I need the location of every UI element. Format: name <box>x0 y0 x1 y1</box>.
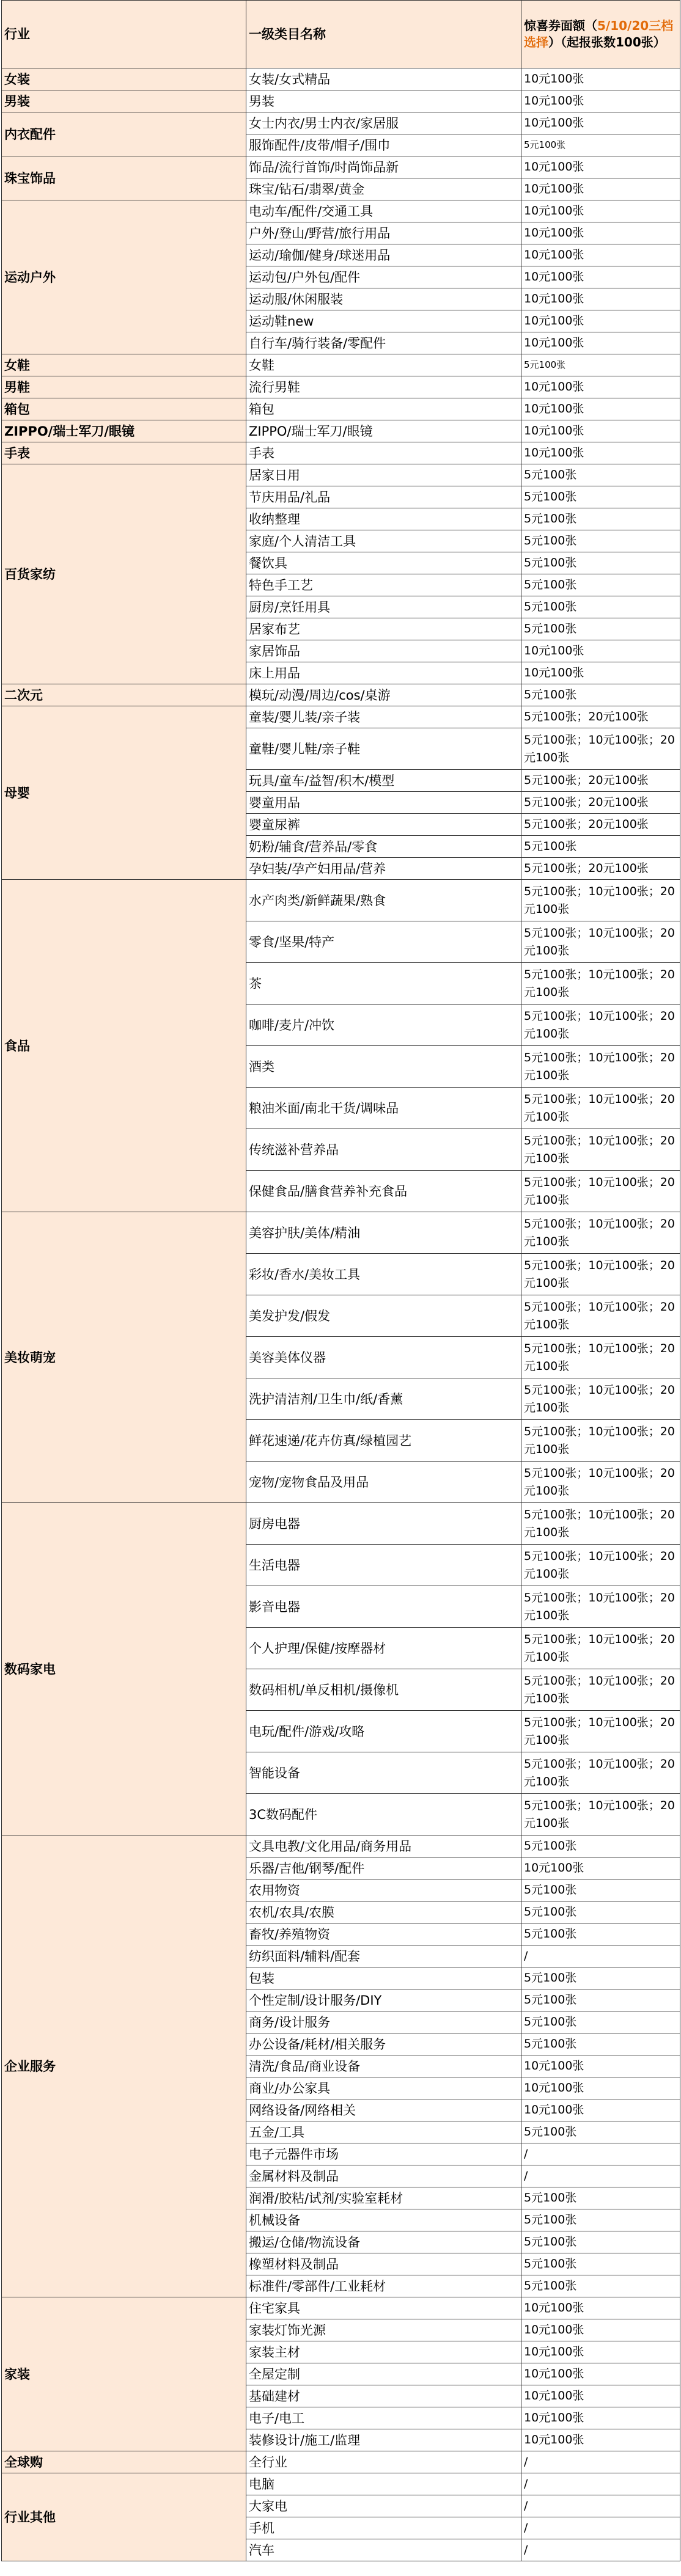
coupon-cell: / <box>521 2143 680 2165</box>
category-cell: 户外/登山/野营/旅行用品 <box>246 222 521 244</box>
category-cell: 奶粉/辅食/营养品/零食 <box>246 836 521 858</box>
category-cell: 手表 <box>246 442 521 464</box>
coupon-cell: 5元100张；10元100张；20元100张 <box>521 1628 680 1669</box>
category-cell: 汽车 <box>246 2539 521 2561</box>
header-coupon-pre: 惊喜券面额（ <box>524 18 597 33</box>
category-cell: 智能设备 <box>246 1752 521 1794</box>
coupon-cell: 5元100张 <box>521 574 680 596</box>
category-cell: 家庭/个人清洁工具 <box>246 530 521 552</box>
table-row <box>2 420 680 442</box>
coupon-cell: / <box>521 2473 680 2495</box>
coupon-cell: 10元100张 <box>521 420 680 442</box>
category-cell: 个人护理/保健/按摩器材 <box>246 1628 521 1669</box>
industry-cell: 二次元 <box>2 684 246 706</box>
coupon-cell: 10元100张 <box>521 310 680 332</box>
category-cell: 电脑 <box>246 2473 521 2495</box>
coupon-cell: 5元100张；10元100张；20元100张 <box>521 1212 680 1254</box>
coupon-cell: 5元100张 <box>521 354 680 376</box>
coupon-cell: 10元100张 <box>521 68 680 90</box>
coupon-cell: 5元100张；20元100张 <box>521 706 680 728</box>
category-cell: 厨房/烹饪用具 <box>246 596 521 618</box>
table-row <box>2 2473 680 2495</box>
category-cell: 家装灯饰光源 <box>246 2319 521 2341</box>
category-cell: 传统滋补营养品 <box>246 1129 521 1171</box>
coupon-cell: 5元100张；10元100张；20元100张 <box>521 963 680 1004</box>
industry-cell: 行业其他 <box>2 2473 246 2561</box>
coupon-cell: 10元100张 <box>521 222 680 244</box>
table-row <box>2 1212 680 1254</box>
coupon-cell: 5元100张；10元100张；20元100张 <box>521 1129 680 1171</box>
header-category: 一级类目名称 <box>246 1 521 68</box>
coupon-cell: 10元100张 <box>521 2319 680 2341</box>
category-cell: 茶 <box>246 963 521 1004</box>
category-cell: 全行业 <box>246 2451 521 2473</box>
industry-cell: 女鞋 <box>2 354 246 376</box>
category-cell: 包装 <box>246 1967 521 1989</box>
category-cell: 橡塑材料及制品 <box>246 2253 521 2275</box>
coupon-cell: 10元100张 <box>521 2077 680 2099</box>
coupon-cell: 5元100张；10元100张；20元100张 <box>521 1295 680 1337</box>
category-cell: 婴童用品 <box>246 792 521 814</box>
category-cell: 居家布艺 <box>246 618 521 640</box>
industry-cell: 食品 <box>2 880 246 1212</box>
coupon-cell: 10元100张 <box>521 112 680 134</box>
category-cell: 乐器/吉他/钢琴/配件 <box>246 1857 521 1879</box>
category-cell: 装修设计/施工/监理 <box>246 2429 521 2451</box>
coupon-cell: 10元100张 <box>521 2429 680 2451</box>
category-cell: 五金/工具 <box>246 2121 521 2143</box>
category-cell: 酒类 <box>246 1046 521 1088</box>
coupon-cell: 5元100张；20元100张 <box>521 770 680 792</box>
industry-cell: 箱包 <box>2 398 246 420</box>
coupon-cell: 10元100张 <box>521 156 680 178</box>
coupon-table <box>1 0 680 2561</box>
coupon-cell: 5元100张；10元100张；20元100张 <box>521 921 680 963</box>
coupon-cell: 10元100张 <box>521 2363 680 2385</box>
coupon-cell: / <box>521 2451 680 2473</box>
coupon-cell: 5元100张 <box>521 1967 680 1989</box>
coupon-cell: 5元100张；10元100张；20元100张 <box>521 1088 680 1129</box>
category-cell: 女鞋 <box>246 354 521 376</box>
category-cell: 商业/办公家具 <box>246 2077 521 2099</box>
category-cell: 宠物/宠物食品及用品 <box>246 1462 521 1503</box>
category-cell: 运动服/休闲服装 <box>246 288 521 310</box>
category-cell: 办公设备/耗材/相关服务 <box>246 2033 521 2055</box>
table-body <box>2 68 680 2561</box>
category-cell: 饰品/流行首饰/时尚饰品新 <box>246 156 521 178</box>
category-cell: 美发护发/假发 <box>246 1295 521 1337</box>
coupon-cell: 5元100张；10元100张；20元100张 <box>521 1794 680 1835</box>
category-cell: 家居饰品 <box>246 640 521 662</box>
category-cell: 标准件/零部件/工业耗材 <box>246 2275 521 2297</box>
coupon-cell: 5元100张 <box>521 684 680 706</box>
table-row <box>2 200 680 222</box>
category-cell: 节庆用品/礼品 <box>246 486 521 508</box>
category-cell: 电子/电工 <box>246 2407 521 2429</box>
category-cell: 特色手工艺 <box>246 574 521 596</box>
coupon-cell: 10元100张 <box>521 266 680 288</box>
coupon-cell: 10元100张 <box>521 178 680 200</box>
category-cell: 美容美体仪器 <box>246 1337 521 1378</box>
coupon-cell: / <box>521 2517 680 2539</box>
industry-cell: ZIPPO/瑞士军刀/眼镜 <box>2 420 246 442</box>
category-cell: 粮油米面/南北干货/调味品 <box>246 1088 521 1129</box>
category-cell: 床上用品 <box>246 662 521 684</box>
coupon-cell: 10元100张 <box>521 332 680 354</box>
industry-cell: 企业服务 <box>2 1835 246 2297</box>
header-coupon-value <box>521 1 680 68</box>
coupon-cell: 5元100张；10元100张；20元100张 <box>521 1669 680 1711</box>
category-cell: 女装/女式精品 <box>246 68 521 90</box>
category-cell: 厨房电器 <box>246 1503 521 1545</box>
category-cell: 数码相机/单反相机/摄像机 <box>246 1669 521 1711</box>
coupon-cell: 5元100张；10元100张；20元100张 <box>521 880 680 921</box>
industry-cell: 家装 <box>2 2297 246 2451</box>
coupon-cell: 5元100张 <box>521 2275 680 2297</box>
coupon-cell: 10元100张 <box>521 288 680 310</box>
category-cell: 农用物资 <box>246 1879 521 1901</box>
category-cell: 女士内衣/男士内衣/家居服 <box>246 112 521 134</box>
table-row <box>2 112 680 134</box>
coupon-cell: 5元100张 <box>521 134 680 156</box>
coupon-cell: 5元100张 <box>521 1989 680 2011</box>
coupon-cell: 5元100张；10元100张；20元100张 <box>521 1254 680 1295</box>
category-cell: 金属材料及制品 <box>246 2165 521 2187</box>
category-cell: 男装 <box>246 90 521 112</box>
industry-cell: 运动户外 <box>2 200 246 354</box>
coupon-cell: 5元100张；20元100张 <box>521 792 680 814</box>
coupon-cell: / <box>521 2165 680 2187</box>
table-row <box>2 2451 680 2473</box>
category-cell: 彩妆/香水/美妆工具 <box>246 1254 521 1295</box>
coupon-cell: 10元100张 <box>521 398 680 420</box>
category-cell: 生活电器 <box>246 1545 521 1586</box>
header-industry: 行业 <box>2 1 246 68</box>
coupon-cell: 10元100张 <box>521 2341 680 2363</box>
coupon-cell: 5元100张 <box>521 486 680 508</box>
coupon-cell: 5元100张 <box>521 2011 680 2033</box>
table-row <box>2 1835 680 1857</box>
coupon-cell: 5元100张 <box>521 2187 680 2209</box>
coupon-cell: 5元100张；10元100张；20元100张 <box>521 1462 680 1503</box>
coupon-cell: 10元100张 <box>521 90 680 112</box>
coupon-cell: 5元100张；10元100张；20元100张 <box>521 1586 680 1628</box>
coupon-cell: 10元100张 <box>521 442 680 464</box>
industry-cell: 珠宝饰品 <box>2 156 246 200</box>
coupon-cell: 5元100张 <box>521 1879 680 1901</box>
category-cell: 箱包 <box>246 398 521 420</box>
coupon-cell: 10元100张 <box>521 1857 680 1879</box>
category-cell: 全屋定制 <box>246 2363 521 2385</box>
category-cell: 电子元器件市场 <box>246 2143 521 2165</box>
coupon-cell: 5元100张 <box>521 1835 680 1857</box>
industry-cell: 百货家纺 <box>2 464 246 684</box>
coupon-cell: 5元100张；10元100张；20元100张 <box>521 1378 680 1420</box>
coupon-cell: / <box>521 1945 680 1967</box>
header-coupon-post: ）（起报张数100张） <box>548 35 666 49</box>
coupon-cell: 5元100张；10元100张；20元100张 <box>521 1004 680 1046</box>
category-cell: 畜牧/养殖物资 <box>246 1923 521 1945</box>
category-cell: 运动包/户外包/配件 <box>246 266 521 288</box>
coupon-cell: 5元100张 <box>521 618 680 640</box>
category-cell: 咖啡/麦片/冲饮 <box>246 1004 521 1046</box>
category-cell: 网络设备/网络相关 <box>246 2099 521 2121</box>
category-cell: 水产肉类/新鲜蔬果/熟食 <box>246 880 521 921</box>
table-row <box>2 398 680 420</box>
industry-cell: 内衣配件 <box>2 112 246 156</box>
category-cell: 大家电 <box>246 2495 521 2517</box>
industry-cell: 男装 <box>2 90 246 112</box>
industry-cell: 母婴 <box>2 706 246 880</box>
category-cell: 婴童尿裤 <box>246 814 521 836</box>
category-cell: 手机 <box>246 2517 521 2539</box>
coupon-cell: 10元100张 <box>521 640 680 662</box>
category-cell: 电动车/配件/交通工具 <box>246 200 521 222</box>
category-cell: 零食/坚果/特产 <box>246 921 521 963</box>
coupon-cell: 5元100张 <box>521 508 680 530</box>
table-row <box>2 376 680 398</box>
table-row <box>2 68 680 90</box>
table-row <box>2 2297 680 2319</box>
category-cell: 文具电教/文化用品/商务用品 <box>246 1835 521 1857</box>
coupon-cell: 5元100张 <box>521 836 680 858</box>
category-cell: 收纳整理 <box>246 508 521 530</box>
category-cell: 居家日用 <box>246 464 521 486</box>
industry-cell: 女装 <box>2 68 246 90</box>
industry-cell: 全球购 <box>2 2451 246 2473</box>
category-cell: 搬运/仓储/物流设备 <box>246 2231 521 2253</box>
category-cell: 服饰配件/皮带/帽子/围巾 <box>246 134 521 156</box>
category-cell: 餐饮具 <box>246 552 521 574</box>
category-cell: 童装/婴儿装/亲子装 <box>246 706 521 728</box>
coupon-cell: 5元100张；10元100张；20元100张 <box>521 728 680 770</box>
category-cell: 保健食品/膳食营养补充食品 <box>246 1171 521 1212</box>
category-cell: 农机/农具/农膜 <box>246 1901 521 1923</box>
category-cell: 个性定制/设计服务/DIY <box>246 1989 521 2011</box>
coupon-cell: 10元100张 <box>521 376 680 398</box>
table-row <box>2 464 680 486</box>
coupon-cell: 10元100张 <box>521 2055 680 2077</box>
category-cell: 珠宝/钻石/翡翠/黄金 <box>246 178 521 200</box>
table-row <box>2 90 680 112</box>
category-cell: 鲜花速递/花卉仿真/绿植园艺 <box>246 1420 521 1462</box>
coupon-cell: 5元100张 <box>521 596 680 618</box>
category-cell: 运动鞋new <box>246 310 521 332</box>
table-row <box>2 684 680 706</box>
category-cell: 运动/瑜伽/健身/球迷用品 <box>246 244 521 266</box>
coupon-cell: 5元100张 <box>521 2033 680 2055</box>
coupon-cell: 5元100张 <box>521 1901 680 1923</box>
category-cell: 商务/设计服务 <box>246 2011 521 2033</box>
coupon-cell: 5元100张；20元100张 <box>521 814 680 836</box>
category-cell: 电玩/配件/游戏/攻略 <box>246 1711 521 1752</box>
category-cell: 家装主材 <box>246 2341 521 2363</box>
category-cell: 模玩/动漫/周边/cos/桌游 <box>246 684 521 706</box>
category-cell: 自行车/骑行装备/零配件 <box>246 332 521 354</box>
coupon-cell: 5元100张；10元100张；20元100张 <box>521 1046 680 1088</box>
industry-cell: 男鞋 <box>2 376 246 398</box>
coupon-cell: 5元100张 <box>521 552 680 574</box>
category-cell: 流行男鞋 <box>246 376 521 398</box>
category-cell: 孕妇装/孕产妇用品/营养 <box>246 858 521 880</box>
coupon-cell: / <box>521 2495 680 2517</box>
coupon-cell: 10元100张 <box>521 2407 680 2429</box>
coupon-cell: 5元100张；10元100张；20元100张 <box>521 1752 680 1794</box>
coupon-cell: 5元100张 <box>521 1923 680 1945</box>
coupon-cell: 5元100张 <box>521 530 680 552</box>
category-cell: 基础建材 <box>246 2385 521 2407</box>
coupon-cell: / <box>521 2539 680 2561</box>
coupon-cell: 5元100张；10元100张；20元100张 <box>521 1503 680 1545</box>
coupon-cell: 5元100张；10元100张；20元100张 <box>521 1171 680 1212</box>
industry-cell: 数码家电 <box>2 1503 246 1835</box>
category-cell: 清洗/食品/商业设备 <box>246 2055 521 2077</box>
coupon-cell: 10元100张 <box>521 2385 680 2407</box>
table-row <box>2 156 680 178</box>
coupon-cell: 10元100张 <box>521 200 680 222</box>
category-cell: 纺织面料/辅料/配套 <box>246 1945 521 1967</box>
header-coupon-tiers: 5/10/20三档选择 <box>524 18 674 49</box>
coupon-cell: 5元100张 <box>521 464 680 486</box>
coupon-cell: 5元100张 <box>521 2121 680 2143</box>
category-cell: 影音电器 <box>246 1586 521 1628</box>
category-cell: ZIPPO/瑞士军刀/眼镜 <box>246 420 521 442</box>
table-row <box>2 706 680 728</box>
coupon-cell: 5元100张 <box>521 2231 680 2253</box>
table-row <box>2 442 680 464</box>
industry-cell: 手表 <box>2 442 246 464</box>
coupon-cell: 5元100张 <box>521 2253 680 2275</box>
header-row <box>2 1 680 68</box>
coupon-cell: 5元100张；10元100张；20元100张 <box>521 1545 680 1586</box>
category-cell: 玩具/童车/益智/积木/模型 <box>246 770 521 792</box>
coupon-cell: 5元100张；20元100张 <box>521 858 680 880</box>
category-cell: 机械设备 <box>246 2209 521 2231</box>
coupon-cell: 10元100张 <box>521 2099 680 2121</box>
table-row <box>2 1503 680 1545</box>
coupon-cell: 10元100张 <box>521 662 680 684</box>
category-cell: 润滑/胶粘/试剂/实验室耗材 <box>246 2187 521 2209</box>
coupon-cell: 10元100张 <box>521 244 680 266</box>
category-cell: 美容护肤/美体/精油 <box>246 1212 521 1254</box>
table-row <box>2 354 680 376</box>
industry-cell: 美妆萌宠 <box>2 1212 246 1503</box>
coupon-cell: 10元100张 <box>521 2297 680 2319</box>
table-row <box>2 880 680 921</box>
category-cell: 住宅家具 <box>246 2297 521 2319</box>
coupon-cell: 5元100张；10元100张；20元100张 <box>521 1711 680 1752</box>
coupon-cell: 5元100张；10元100张；20元100张 <box>521 1337 680 1378</box>
category-cell: 洗护清洁剂/卫生巾/纸/香薰 <box>246 1378 521 1420</box>
category-cell: 3C数码配件 <box>246 1794 521 1835</box>
category-cell: 童鞋/婴儿鞋/亲子鞋 <box>246 728 521 770</box>
coupon-cell: 5元100张；10元100张；20元100张 <box>521 1420 680 1462</box>
coupon-cell: 5元100张 <box>521 2209 680 2231</box>
